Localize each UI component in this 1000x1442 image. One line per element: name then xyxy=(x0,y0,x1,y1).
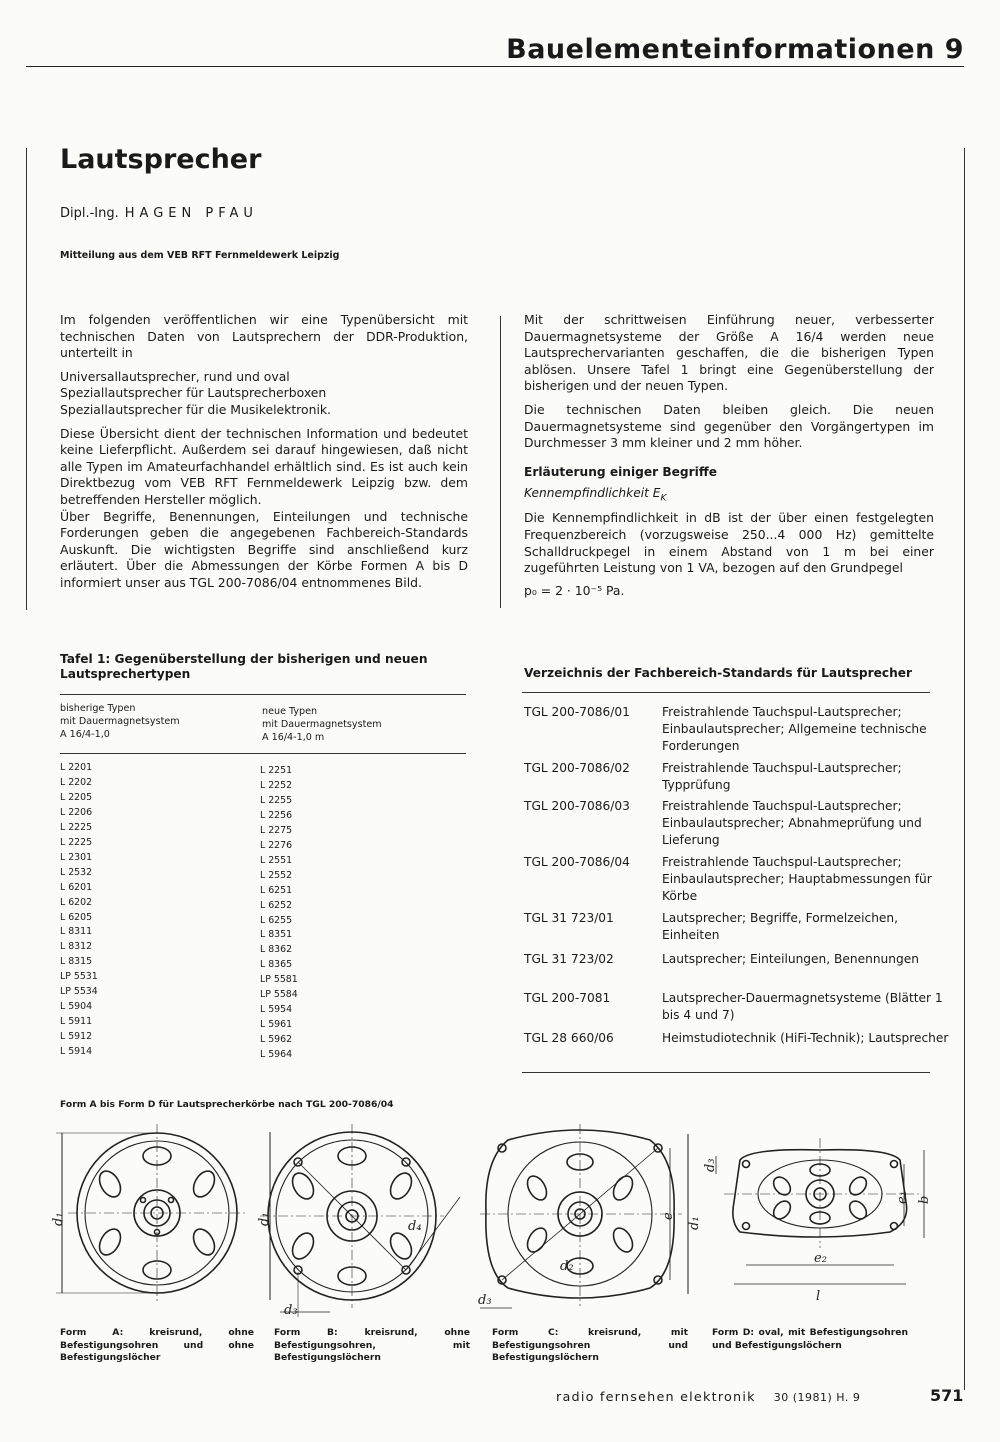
left-margin-rule xyxy=(26,148,27,610)
table-header-new xyxy=(262,705,382,744)
standard-description: Freistrahlende Tauchspul-Lautsprecher; Einbaulautsprecher; Allgemeine technische Forderungen xyxy=(662,705,927,753)
type-cell: L 5904 xyxy=(60,1001,93,1013)
type-cell: L 6205 xyxy=(60,911,93,923)
type-cell: L 2552 xyxy=(260,869,293,881)
list-item: Speziallautsprecher für die Musikelektronik. xyxy=(60,401,331,417)
category-list xyxy=(60,369,468,419)
standards-rule-bottom xyxy=(522,1072,930,1073)
header-line: bisherige Typen xyxy=(60,703,136,714)
author-line xyxy=(60,206,258,221)
header-rule xyxy=(26,66,964,67)
type-cell: L 5964 xyxy=(260,1049,293,1061)
form-c-drawing xyxy=(480,1124,688,1308)
dim-label-d1: d₁ xyxy=(257,1212,272,1226)
standard-description: Freistrahlende Tauchspul-Lautsprecher; Typprüfung xyxy=(662,761,902,792)
caption-form-a: Form A: kreisrund, ohne Befestigungsohren und ohne Befestigungslöcher xyxy=(60,1327,254,1363)
standard-description: Freistrahlende Tauchspul-Lautsprecher; Einbaulautsprecher; Hauptabmessungen für Körbe xyxy=(662,855,932,903)
type-cell: L 2251 xyxy=(260,765,293,776)
header-line: neue Typen xyxy=(262,706,318,717)
type-cell: L 2551 xyxy=(260,854,293,866)
series-title: Bauelementeinformationen 9 xyxy=(506,34,964,65)
affiliation: Mitteilung aus dem VEB RFT Fernmeldewerk Leipzig xyxy=(60,250,340,261)
issue-info: 30 (1981) H. 9 xyxy=(773,1391,861,1404)
type-cell: L 2202 xyxy=(60,776,93,788)
dim-label-d3: d₃ xyxy=(703,1158,718,1172)
header-line: mit Dauermagnetsystem xyxy=(60,716,180,727)
list-item: Universallautsprecher, rund und oval xyxy=(60,368,290,384)
author-prefix: Dipl.-Ing. xyxy=(60,206,119,221)
type-cell: L 5962 xyxy=(260,1034,293,1046)
type-cell: L 2225 xyxy=(60,836,93,848)
list-item: Speziallautsprecher für Lautsprecherboxen xyxy=(60,385,327,401)
type-cell: L 2275 xyxy=(260,824,293,836)
journal-name: radio fernsehen elektronik xyxy=(556,1390,756,1405)
caption-form-c: Form C: kreisrund, mit Befestigungsohren und Befestigungslöchern xyxy=(492,1327,688,1363)
standard-code: TGL 200-7081 xyxy=(524,991,611,1005)
dim-label-l: l xyxy=(816,1289,821,1304)
table-header-old xyxy=(60,702,180,741)
type-cell: L 8362 xyxy=(260,944,293,956)
new-types-column xyxy=(260,764,298,1063)
definition-paragraph: Die Kennempfindlichkeit in dB ist der über einen festgelegten Frequenzbereich (vorzugsweise 250...4 000 Hz) gemittelte Schalldruckpegel in einem Abstand von 1 m bei einer zugeführten Leistung von 1 VA, bezogen auf den Grundpegel xyxy=(524,510,934,576)
type-cell: LP 5581 xyxy=(260,974,298,986)
type-cell: L 5954 xyxy=(260,1004,293,1016)
type-cell: L 2225 xyxy=(60,821,93,833)
left-body-column xyxy=(60,312,468,599)
subheading: Erläuterung einiger Begriffe xyxy=(524,464,717,479)
dim-label-b: b xyxy=(917,1195,932,1204)
type-cell: L 5912 xyxy=(60,1031,93,1043)
type-cell: L 8315 xyxy=(60,956,93,968)
term-subscript: K xyxy=(660,493,667,504)
type-cell: L 8312 xyxy=(60,941,93,953)
standards-rule-top xyxy=(522,692,930,693)
type-cell: L 2252 xyxy=(260,779,293,791)
dim-label-d1: d₁ xyxy=(51,1212,66,1226)
table-rule-header xyxy=(60,753,466,754)
body-paragraph: Diese Übersicht dient der technischen Information und bedeutet keine Lieferpflicht. Außerdem sei darauf hingewiesen, daß nicht alle Typen im Amateurfachhandel erhältlich sind. Es ist auch kein Direktbezug vom VEB RFT Fernmeldewerk Leipzig bzw. dem betreffenden Hersteller möglich. xyxy=(60,425,468,507)
header-line: A 16/4-1,0 xyxy=(60,729,110,740)
standard-description: Lautsprecher; Einteilungen, Benennungen xyxy=(662,952,919,966)
standard-description: Heimstudiotechnik (HiFi-Technik); Lautsprecher xyxy=(662,1031,949,1045)
dimension-labels xyxy=(51,1158,932,1318)
standard-description: Lautsprecher-Dauermagnetsysteme (Blätter 1 bis 4 und 7) xyxy=(662,991,943,1022)
standard-code: TGL 31 723/02 xyxy=(524,952,614,966)
body-paragraph: Über Begriffe, Benennungen, Einteilungen und technische Forderungen geben die angegebenen Fachbereich-Standards Auskunft. Die wichtigsten Begriffe sind anschließend kurz erläutert. Über die Abmessungen der Körbe Formen A bis D informiert unser aus TGL 200-7086/04 entnommenes Bild. xyxy=(60,508,468,590)
author-name: HAGEN PFAU xyxy=(124,206,258,221)
standard-code: TGL 200-7086/01 xyxy=(524,705,630,719)
type-cell: L 5961 xyxy=(260,1019,293,1031)
journal-footer xyxy=(556,1390,860,1405)
body-paragraph: Die technischen Daten bleiben gleich. Die neuen Dauermagnetsysteme sind gegenüber den Vorgängertypen im Durchmesser 3 mm kleiner und 2 mm höher. xyxy=(524,401,934,451)
standard-code: TGL 200-7086/03 xyxy=(524,799,630,813)
intro-paragraph: Im folgenden veröffentlichen wir eine Typenübersicht mit technischen Daten von Lautsprechern der DDR-Produktion, unterteilt in xyxy=(60,312,468,361)
type-cell: L 5911 xyxy=(60,1016,93,1028)
type-cell: L 5914 xyxy=(60,1046,93,1058)
standard-code: TGL 28 660/06 xyxy=(524,1031,614,1045)
caption-form-d: Form D: oval, mit Befestigungsohren und Befestigungslöchern xyxy=(712,1327,908,1351)
type-cell: L 6255 xyxy=(260,914,293,926)
dim-label-e1: e₁ xyxy=(895,1191,910,1204)
type-cell: LP 5534 xyxy=(60,986,98,998)
type-cell: L 8351 xyxy=(260,929,293,941)
standards-heading: Verzeichnis der Fachbereich-Standards für Lautsprecher xyxy=(524,666,913,680)
type-cell: L 2532 xyxy=(60,866,93,878)
table-rule-top xyxy=(60,694,466,695)
type-cell: L 2255 xyxy=(260,794,293,806)
formula: p₀ = 2 · 10⁻⁵ Pa. xyxy=(524,582,625,598)
right-body-column xyxy=(524,312,934,599)
dim-label-d1: d₁ xyxy=(687,1216,702,1230)
type-cell: L 8365 xyxy=(260,959,293,971)
page-number: 571 xyxy=(930,1386,964,1405)
column-divider-rule xyxy=(500,316,501,608)
basket-forms-figure xyxy=(40,1112,960,1322)
standard-code: TGL 200-7086/04 xyxy=(524,855,630,869)
right-margin-rule xyxy=(964,148,965,1390)
dim-label-d3: d₃ xyxy=(284,1303,298,1318)
dim-label-d2: d₂ xyxy=(560,1259,574,1274)
header-line: mit Dauermagnetsystem xyxy=(262,719,382,730)
dim-label-d3: d₃ xyxy=(478,1293,492,1308)
type-cell: L 2201 xyxy=(60,762,93,773)
standard-code: TGL 200-7086/02 xyxy=(524,761,630,775)
form-b-drawing xyxy=(260,1124,460,1317)
type-cell: L 8311 xyxy=(60,926,93,938)
type-cell: L 6252 xyxy=(260,899,293,911)
type-cell: L 6201 xyxy=(60,881,93,893)
figure-heading: Form A bis Form D für Lautsprecherkörbe nach TGL 200-7086/04 xyxy=(60,1099,394,1110)
old-types-column xyxy=(60,761,98,1060)
type-cell: L 2301 xyxy=(60,851,93,863)
type-cell: LP 5584 xyxy=(260,989,298,1001)
dim-label-e: e xyxy=(661,1212,676,1220)
standards-table xyxy=(524,704,954,1074)
caption-form-b: Form B: kreisrund, ohne Befestigungsohren, mit Befestigungslöchern xyxy=(274,1327,470,1363)
standard-code: TGL 31 723/01 xyxy=(524,911,614,925)
type-cell: L 6202 xyxy=(60,896,93,908)
body-paragraph: Mit der schrittweisen Einführung neuer, verbesserter Dauermagnetsysteme der Größe A 16/4 werden neue Lautsprechervarianten geschaffen, die die bisherigen Typen ablösen. Unsere Tafel 1 bringt eine Gegenüberstellung der bisherigen und der neuen Typen. xyxy=(524,312,934,394)
form-a-drawing xyxy=(56,1124,246,1302)
standard-description: Freistrahlende Tauchspul-Lautsprecher; Einbaulautsprecher; Abnahmeprüfung und Lieferung xyxy=(662,799,922,847)
dim-label-d4: d₄ xyxy=(408,1219,422,1234)
standard-description: Lautsprecher; Begriffe, Formelzeichen, Einheiten xyxy=(662,911,899,942)
type-cell: LP 5531 xyxy=(60,971,98,983)
type-cell: L 2276 xyxy=(260,839,293,851)
table-heading: Tafel 1: Gegenüberstellung der bisherigen und neuen Lautsprechertypen xyxy=(60,652,428,681)
header-line: A 16/4-1,0 m xyxy=(262,732,325,743)
term-text: Kennempfindlichkeit E xyxy=(524,486,661,501)
type-cell: L 2206 xyxy=(60,806,93,818)
term-heading xyxy=(524,485,934,507)
type-cell: L 6251 xyxy=(260,884,293,896)
dim-label-e2: e₂ xyxy=(814,1251,827,1266)
type-cell: L 2256 xyxy=(260,809,293,821)
article-title: Lautsprecher xyxy=(60,144,262,175)
type-cell: L 2205 xyxy=(60,791,93,803)
